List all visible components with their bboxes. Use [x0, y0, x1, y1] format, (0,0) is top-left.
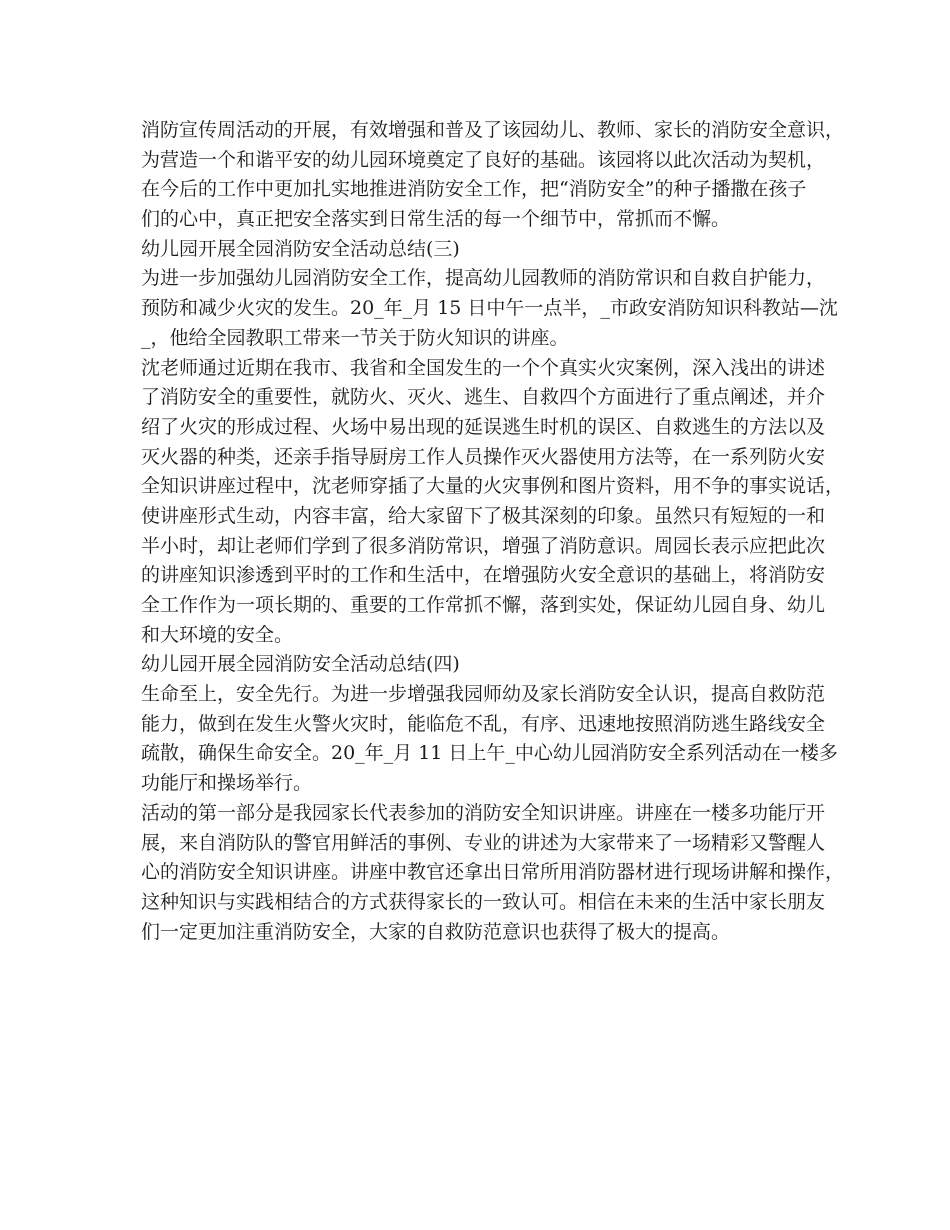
text-line: 灭火器的种类，还亲手指导厨房工作人员操作灭火器使用方法等，在一系列防火安 [141, 445, 826, 468]
text-line: 使讲座形式生动，内容丰富，给大家留下了极其深刻的印象。虽然只有短短的一和 [141, 504, 826, 527]
text-line: 了消防安全的重要性，就防火、灭火、逃生、自救四个方面进行了重点阐述，并介 [141, 386, 826, 409]
section-heading-3: 幼儿园开展全园消防安全活动总结(三) [141, 237, 460, 260]
text-line: 功能厅和操场举行。 [141, 772, 313, 795]
text-line: 预防和减少火灾的发生。20_年_月 15 日中午一点半，_市政安消防知识科教站—沈 [141, 297, 838, 320]
text-line: 全知识讲座过程中，沈老师穿插了大量的火灾事例和图片资料，用不争的事实说话， [141, 475, 845, 498]
text-line: 消防宣传周活动的开展，有效增强和普及了该园幼儿、教师、家长的消防安全意识， [141, 119, 845, 141]
text-line: 的讲座知识渗透到平时的工作和生活中，在增强防火安全意识的基础上，将消防安 [141, 564, 826, 587]
text-line: 在今后的工作中更加扎实地推进消防安全工作，把“消防安全”的种子播撒在孩子 [141, 178, 807, 201]
text-line: 们的心中，真正把安全落实到日常生活的每一个细节中，常抓而不懈。 [141, 208, 731, 231]
text-line: _，他给全园教职工带来一节关于防火知识的讲座。 [141, 326, 569, 349]
section-heading-4: 幼儿园开展全园消防安全活动总结(四) [141, 653, 460, 676]
document-body [141, 116, 845, 947]
text-line: 绍了火灾的形成过程、火场中易出现的延误逃生时机的误区、自救逃生的方法以及 [141, 415, 826, 438]
text-line: 和大环境的安全。 [141, 623, 294, 646]
text-line: 活动的第一部分是我园家长代表参加的消防安全知识讲座。讲座在一楼多功能厅开 [141, 801, 826, 824]
text-line: 展，来自消防队的警官用鲜活的事例、专业的讲述为大家带来了一场精彩又警醒人 [141, 831, 826, 854]
text-line: 疏散，确保生命安全。20_年_月 11 日上午_中心幼儿园消防安全系列活动在一楼多 [141, 742, 838, 765]
text-line: 沈老师通过近期在我市、我省和全国发生的一个个真实火灾案例，深入浅出的讲述 [141, 356, 826, 379]
text-line: 心的消防安全知识讲座。讲座中教官还拿出日常所用消防器材进行现场讲解和操作， [141, 861, 845, 884]
text-line: 能力，做到在发生火警火灾时，能临危不乱，有序、迅速地按照消防逃生路线安全 [141, 712, 826, 735]
text-line: 这种知识与实践相结合的方式获得家长的一致认可。相信在未来的生活中家长朋友 [141, 890, 826, 913]
text-line: 为营造一个和谐平安的幼儿园环境奠定了良好的基础。该园将以此次活动为契机， [141, 148, 826, 171]
text-line: 们一定更加注重消防安全，大家的自救防范意识也获得了极大的提高。 [141, 920, 731, 943]
text-line: 为进一步加强幼儿园消防安全工作，提高幼儿园教师的消防常识和自救自护能力， [141, 267, 826, 290]
text-line: 全工作作为一项长期的、重要的工作常抓不懈，落到实处，保证幼儿园自身、幼儿 [141, 594, 826, 616]
text-line: 半小时，却让老师们学到了很多消防常识，增强了消防意识。周园长表示应把此次 [141, 534, 826, 557]
text-line: 生命至上，安全先行。为进一步增强我园师幼及家长消防安全认识，提高自救防范 [141, 683, 826, 706]
